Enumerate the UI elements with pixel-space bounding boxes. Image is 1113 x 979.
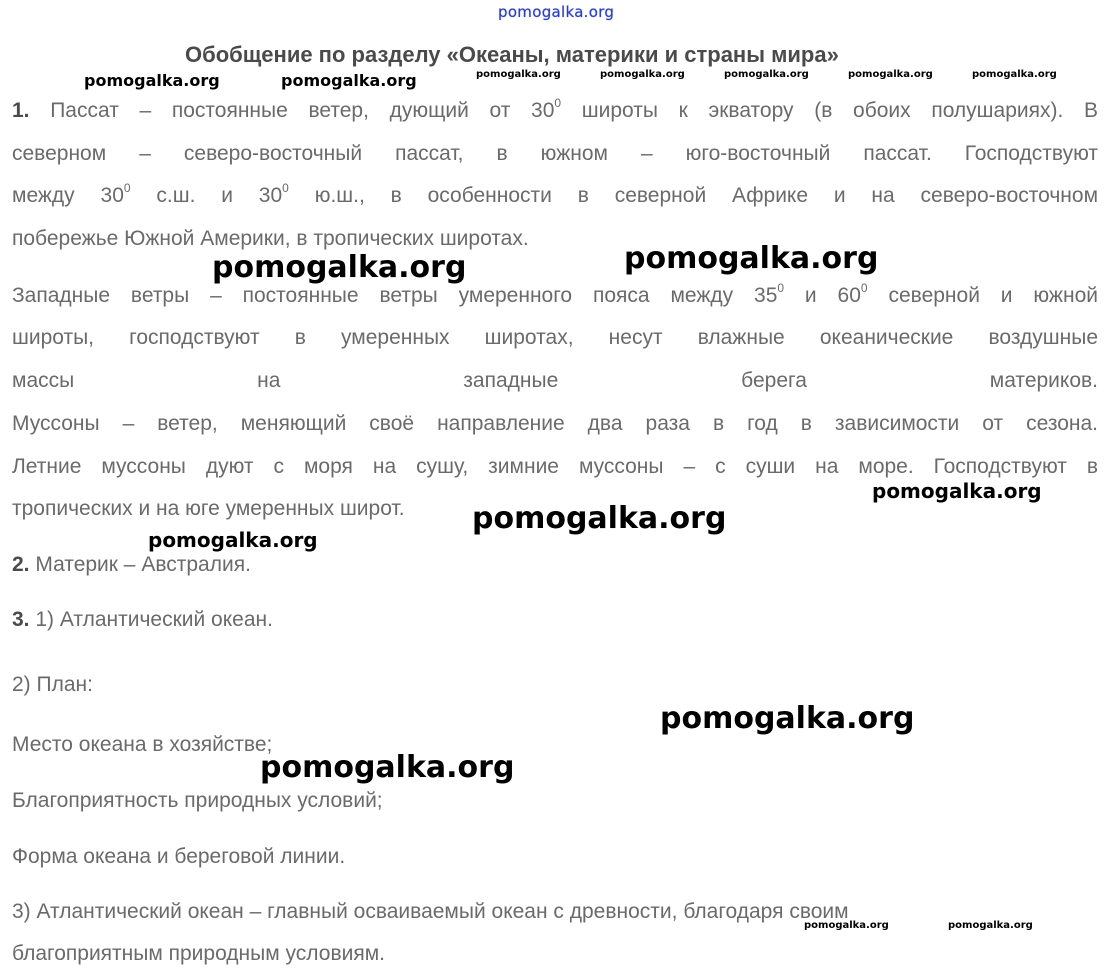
watermark: pomogalka.org <box>724 69 809 80</box>
top-watermark: pomogalka.org <box>498 3 615 21</box>
text: Материк – Австралия. <box>35 553 251 576</box>
superscript: 0 <box>777 281 785 295</box>
watermark: pomogalka.org <box>260 750 515 785</box>
superscript: 0 <box>282 181 289 195</box>
text: Пассат – постоянные ветер, дующий от 30 <box>50 99 555 122</box>
watermark: pomogalka.org <box>476 69 561 80</box>
watermark: pomogalka.org <box>660 701 915 736</box>
text: широты к экватору (в обоих полушариях). В <box>561 99 1098 122</box>
superscript: 0 <box>554 96 562 110</box>
text: северной и южной <box>867 284 1098 307</box>
text: широты, господствуют в умеренных широтах, несут влажные океанические воздушные <box>12 326 1098 349</box>
q1-line-7 <box>12 370 1098 391</box>
q2-line <box>12 554 251 575</box>
text: и 60 <box>784 284 861 307</box>
watermark: pomogalka.org <box>848 69 933 80</box>
q1-line-6 <box>12 327 1098 348</box>
q3-number: 3. <box>12 608 30 631</box>
text: с.ш. и 30 <box>130 184 283 207</box>
text: Летние муссоны дуют с моря на сушу, зимние муссоны – с суши на море. Господствуют в <box>12 455 1098 478</box>
watermark: pomogalka.org <box>624 241 879 276</box>
q1-line-9 <box>12 456 1098 477</box>
watermark: pomogalka.org <box>972 69 1057 80</box>
q1-line-4 <box>12 228 529 249</box>
superscript: 0 <box>123 181 131 195</box>
text: ю.ш., в особенности в северной Африке и на северо-восточном <box>288 184 1099 207</box>
watermark: pomogalka.org <box>281 71 417 90</box>
q3-answer-line-1: 3) Атлантический океан – главный осваиваемый океан с древности, благодаря своим <box>12 900 849 923</box>
watermark: pomogalka.org <box>212 250 467 285</box>
q1-line-5 <box>12 281 1098 309</box>
watermark: pomogalka.org <box>872 479 1042 503</box>
text: Муссоны – ветер, меняющий своё направление два раза в год в зависимости от сезона. <box>12 412 1098 435</box>
q3-answer-line-2: благоприятным природным условиям. <box>12 942 385 965</box>
q3-plan-item-3: Форма океана и береговой линии. <box>12 845 346 868</box>
superscript: 0 <box>860 281 868 295</box>
text: между 30 <box>12 184 124 207</box>
text: массы на западные берега материков. <box>12 369 1098 392</box>
watermark: pomogalka.org <box>948 920 1033 931</box>
text: побережье Южной Америки, в тропических широтах. <box>12 227 529 250</box>
watermark: pomogalka.org <box>84 71 220 90</box>
page-title: Обобщение по разделу «Океаны, материки и страны мира» <box>185 42 839 67</box>
q1-line-8 <box>12 413 1098 434</box>
q1-line-10 <box>12 498 405 519</box>
text: 1) Атлантический океан. <box>35 608 273 631</box>
watermark: pomogalka.org <box>804 920 889 931</box>
q1-number: 1. <box>12 99 30 122</box>
watermark: pomogalka.org <box>600 69 685 80</box>
q3-plan-heading: 2) План: <box>12 673 93 696</box>
q3-line-1 <box>12 609 273 630</box>
q2-number: 2. <box>12 553 30 576</box>
text: тропических и на юге умеренных широт. <box>12 497 405 520</box>
q1-line-1 <box>12 96 1098 124</box>
text: северном – северо-восточный пассат, в южном – юго-восточный пассат. Господствуют <box>12 142 1098 165</box>
text: Западные ветры – постоянные ветры умеренного пояса между 35 <box>12 284 778 307</box>
watermark: pomogalka.org <box>472 501 727 536</box>
q1-line-2 <box>12 143 1098 164</box>
q3-plan-item-2: Благоприятность природных условий; <box>12 789 383 812</box>
watermark: pomogalka.org <box>148 528 318 552</box>
q1-line-3 <box>12 181 1099 209</box>
q3-plan-item-1: Место океана в хозяйстве; <box>12 733 273 756</box>
